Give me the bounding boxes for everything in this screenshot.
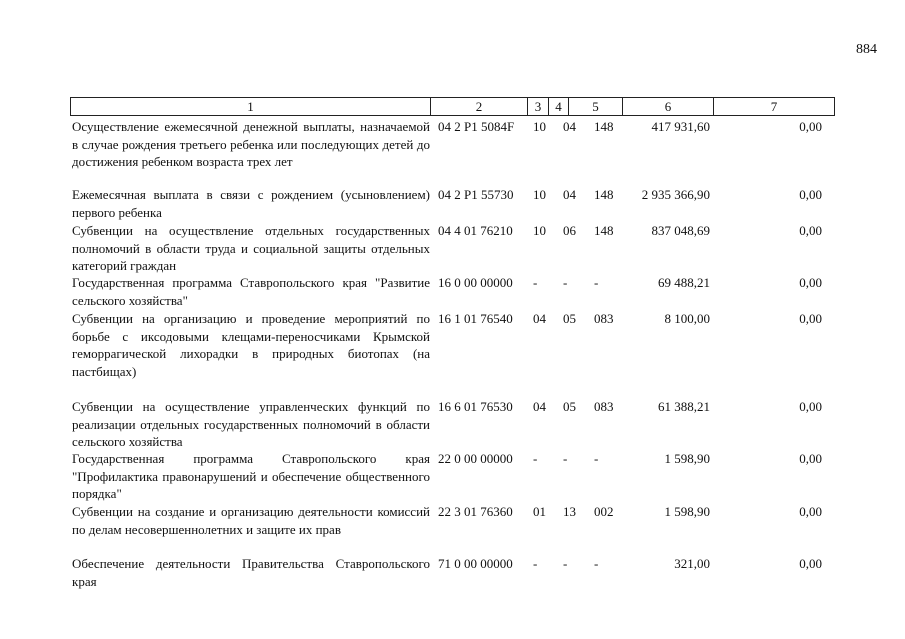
row-amount: 8 100,00 bbox=[664, 311, 710, 326]
header-col-6: 6 bbox=[623, 98, 714, 115]
row-type: 002 bbox=[594, 504, 614, 519]
row-amount-2: 0,00 bbox=[799, 119, 822, 134]
row-amount-2: 0,00 bbox=[799, 275, 822, 290]
row-description: Субвенции на организацию и проведение мероприятий по борьбе с иксодовыми клещами-переносчиками Крымской геморрагической лихорадки в природных биотопах (на пастбищах) bbox=[72, 311, 430, 379]
row-subsection: 05 bbox=[563, 311, 576, 326]
table-header bbox=[70, 97, 835, 116]
row-description: Субвенции на осуществление управленческих функций по реализации отдельных государственных полномочий в области сельского хозяйства bbox=[72, 399, 430, 449]
row-code: 16 1 01 76540 bbox=[438, 311, 513, 326]
row-type: 148 bbox=[594, 187, 614, 202]
page-number: 884 bbox=[856, 42, 877, 57]
row-subsection: 04 bbox=[563, 187, 576, 202]
row-description: Государственная программа Ставропольского края "Профилактика правонарушений и обеспечение общественного порядка" bbox=[72, 451, 430, 501]
row-description: Субвенции на осуществление отдельных государственных полномочий в области труда и социальной защиты отдельных категорий граждан bbox=[72, 223, 430, 273]
row-code: 16 6 01 76530 bbox=[438, 399, 513, 414]
header-col-2: 2 bbox=[431, 98, 528, 115]
row-code: 16 0 00 00000 bbox=[438, 275, 513, 290]
row-amount-2: 0,00 bbox=[799, 504, 822, 519]
row-type: 148 bbox=[594, 223, 614, 238]
row-amount: 1 598,90 bbox=[664, 504, 710, 519]
row-section: 10 bbox=[533, 187, 546, 202]
row-subsection: 05 bbox=[563, 399, 576, 414]
row-code: 04 4 01 76210 bbox=[438, 223, 513, 238]
row-type: - bbox=[594, 451, 599, 466]
row-amount: 321,00 bbox=[674, 556, 710, 571]
row-type: - bbox=[594, 275, 599, 290]
row-description: Ежемесячная выплата в связи с рождением (усыновлением) первого ребенка bbox=[72, 187, 430, 220]
row-subsection: 13 bbox=[563, 504, 576, 519]
row-amount-2: 0,00 bbox=[799, 556, 822, 571]
row-type: 148 bbox=[594, 119, 614, 134]
row-section: 10 bbox=[533, 119, 546, 134]
row-section: 04 bbox=[533, 399, 546, 414]
header-col-7: 7 bbox=[770, 99, 778, 114]
row-section: - bbox=[533, 556, 538, 571]
row-amount-2: 0,00 bbox=[799, 223, 822, 238]
row-description: Осуществление ежемесячной денежной выплаты, назначаемой в случае рождения третьего ребенка или последующих детей до достижения ребенком возраста трех лет bbox=[72, 119, 430, 169]
row-amount: 61 388,21 bbox=[658, 399, 710, 414]
header-col-3: 3 bbox=[528, 98, 549, 115]
row-description: Государственная программа Ставропольского края "Развитие сельского хозяйства" bbox=[72, 275, 430, 308]
row-amount-2: 0,00 bbox=[799, 451, 822, 466]
header-col-4: 4 bbox=[549, 98, 569, 115]
row-subsection: - bbox=[563, 556, 568, 571]
row-type: 083 bbox=[594, 311, 614, 326]
row-code: 04 2 P1 5084F bbox=[438, 119, 515, 134]
row-subsection: - bbox=[563, 275, 568, 290]
row-subsection: - bbox=[563, 451, 568, 466]
row-amount-2: 0,00 bbox=[799, 399, 822, 414]
row-section: 01 bbox=[533, 504, 546, 519]
row-amount: 69 488,21 bbox=[658, 275, 710, 290]
row-type: 083 bbox=[594, 399, 614, 414]
row-section: 04 bbox=[533, 311, 546, 326]
row-description: Субвенции на создание и организацию деятельности комиссий по делам несовершеннолетних и защите их прав bbox=[72, 504, 430, 537]
row-description: Обеспечение деятельности Правительства Ставропольского края bbox=[72, 556, 430, 589]
row-subsection: 06 bbox=[563, 223, 576, 238]
row-amount: 1 598,90 bbox=[664, 451, 710, 466]
row-amount: 417 931,60 bbox=[651, 119, 710, 134]
row-code: 71 0 00 00000 bbox=[438, 556, 513, 571]
header-col-5: 5 bbox=[569, 98, 623, 115]
row-section: - bbox=[533, 451, 538, 466]
row-subsection: 04 bbox=[563, 119, 576, 134]
row-code: 22 0 00 00000 bbox=[438, 451, 513, 466]
row-code: 04 2 P1 55730 bbox=[438, 187, 514, 202]
header-col-1: 1 bbox=[71, 98, 431, 115]
row-amount-2: 0,00 bbox=[799, 311, 822, 326]
row-code: 22 3 01 76360 bbox=[438, 504, 513, 519]
row-amount: 837 048,69 bbox=[651, 223, 710, 238]
row-type: - bbox=[594, 556, 599, 571]
row-section: - bbox=[533, 275, 538, 290]
row-amount: 2 935 366,90 bbox=[641, 187, 710, 202]
row-amount-2: 0,00 bbox=[799, 187, 822, 202]
row-section: 10 bbox=[533, 223, 546, 238]
